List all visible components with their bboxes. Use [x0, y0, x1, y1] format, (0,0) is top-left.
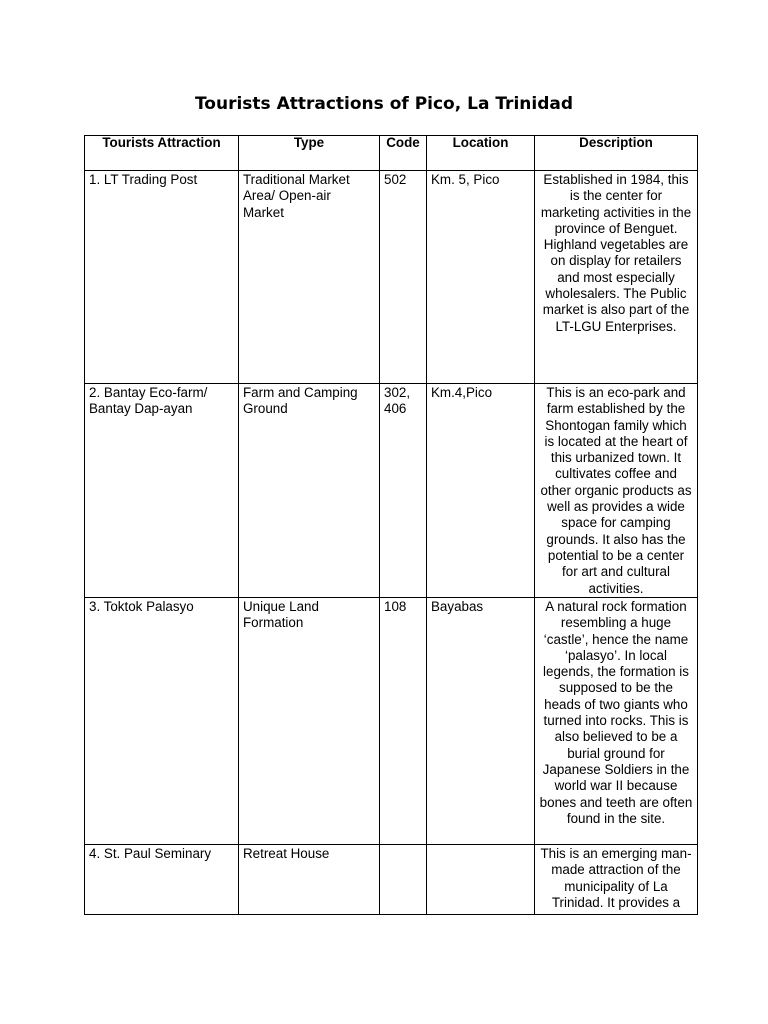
column-header-code: Code: [380, 136, 427, 171]
cell-attraction: 1. LT Trading Post: [85, 171, 239, 384]
table-row: [85, 845, 698, 915]
cell-code: 108: [380, 598, 427, 845]
cell-description: Established in 1984, this is the center for marketing activities in the province of Benguet. Highland vegetables are on display for retailers and most especially wholesalers. The Public market is also part of the LT-LGU Enterprises.: [535, 171, 698, 384]
cell-code: 302, 406: [380, 384, 427, 598]
cell-type: Traditional Market Area/ Open-air Market: [239, 171, 380, 384]
cell-location: [427, 845, 535, 915]
column-header-attraction: Tourists Attraction: [85, 136, 239, 171]
table-header-row: [85, 136, 698, 171]
column-header-location: Location: [427, 136, 535, 171]
cell-description: This is an emerging man-made attraction of the municipality of La Trinidad. It provides a: [535, 845, 698, 915]
column-header-description: Description: [535, 136, 698, 171]
cell-description: A natural rock formation resembling a huge ‘castle’, hence the name ‘palasyo’. In local legends, the formation is supposed to be the heads of two giants who turned into rocks. This is also believed to be a burial ground for Japanese Soldiers in the world war II because bones and teeth are often found in the site.: [535, 598, 698, 845]
cell-description: This is an eco-park and farm established by the Shontogan family which is located at the heart of this urbanized town. It cultivates coffee and other organic products as well as provides a wide space for camping grounds. It also has the potential to be a center for art and cultural activities.: [535, 384, 698, 598]
cell-location: Km. 5, Pico: [427, 171, 535, 384]
cell-location: Km.4,Pico: [427, 384, 535, 598]
page-title: Tourists Attractions of Pico, La Trinidad: [194, 94, 574, 114]
table-row: [85, 384, 698, 598]
table-row: [85, 598, 698, 845]
cell-attraction: 3. Toktok Palasyo: [85, 598, 239, 845]
attractions-table: [84, 135, 698, 915]
table-row: [85, 171, 698, 384]
cell-attraction: 4. St. Paul Seminary: [85, 845, 239, 915]
cell-attraction: 2. Bantay Eco-farm/ Bantay Dap-ayan: [85, 384, 239, 598]
column-header-type: Type: [239, 136, 380, 171]
cell-code: [380, 845, 427, 915]
cell-type: Farm and Camping Ground: [239, 384, 380, 598]
cell-type: Unique Land Formation: [239, 598, 380, 845]
cell-location: Bayabas: [427, 598, 535, 845]
cell-code: 502: [380, 171, 427, 384]
cell-type: Retreat House: [239, 845, 380, 915]
